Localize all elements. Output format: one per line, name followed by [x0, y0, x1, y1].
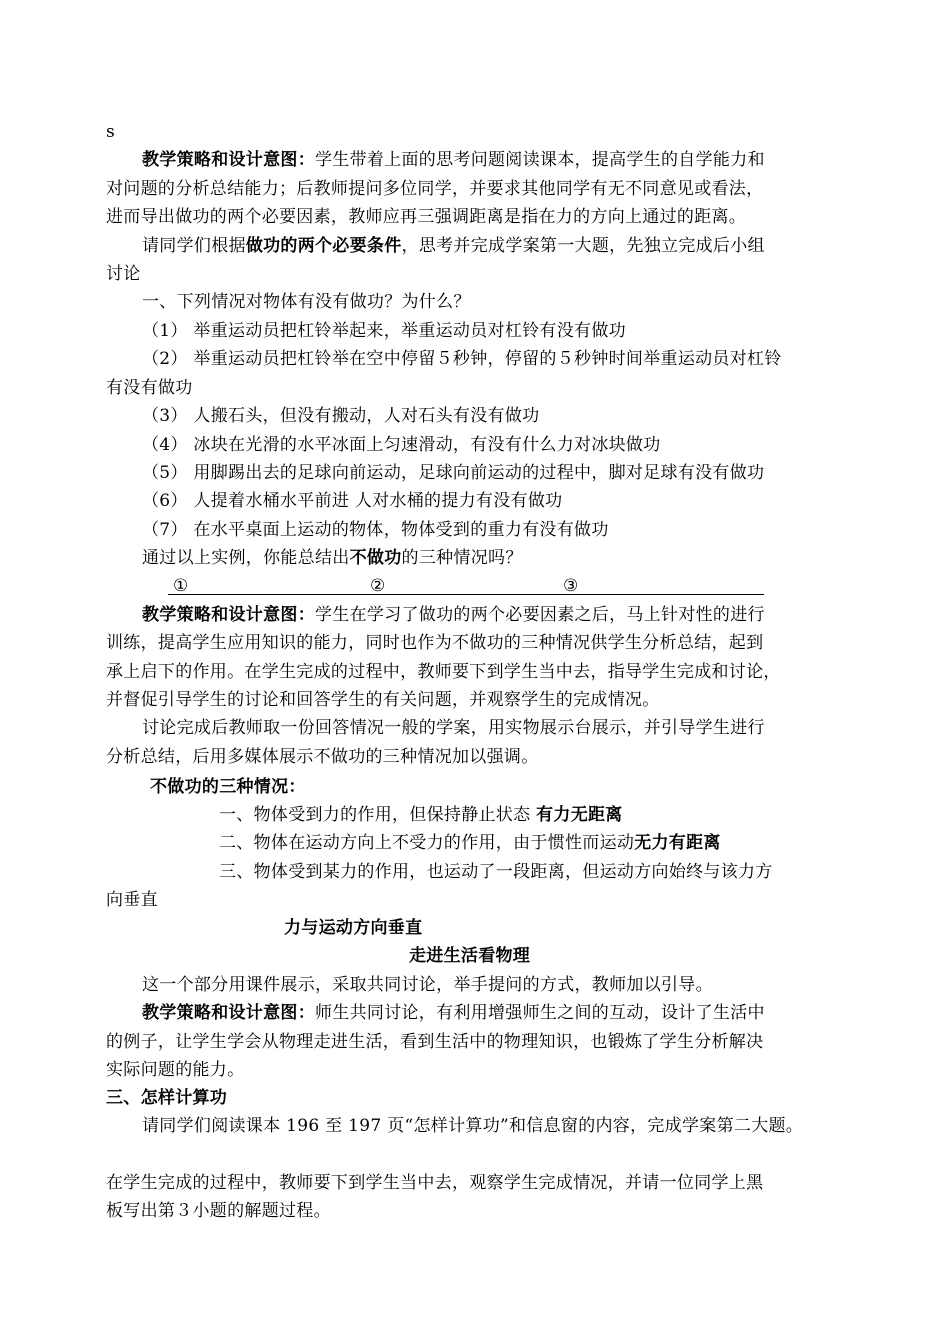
text-line: 在学生完成的过程中，教师要下到学生当中去，观察学生完成情况，并请一位同学上黑 — [106, 1173, 764, 1193]
text-line: 对问题的分析总结能力；后教师提问多位同学，并要求其他同学有无不同意见或看法， — [106, 179, 764, 199]
case-item: 三、物体受到某力的作用，也运动了一段距离，但运动方向始终与该力方 — [219, 862, 773, 882]
text-line: 分析总结，后用多媒体展示不做功的三种情况加以强调。 — [106, 747, 539, 767]
case-summary: 力与运动方向垂直 — [284, 918, 423, 938]
summary-question: 通过以上实例，你能总结出不做功的三种情况吗？ — [142, 548, 523, 568]
strategy-paragraph-2: 教学策略和设计意图：学生在学习了做功的两个必要因素之后，马上针对性的进行 — [142, 605, 765, 625]
text-line: 进而导出做功的两个必要因素，教师应再三强调距离是指在力的方向上通过的距离。 — [106, 207, 747, 227]
strategy-label: 教学策略和设计意图： — [142, 150, 315, 170]
strategy-label: 教学策略和设计意图： — [142, 1003, 315, 1023]
question-item: （5） 用脚踢出去的足球向前运动，足球向前运动的过程中，脚对足球有没有做功 — [142, 463, 765, 483]
question-item: （6） 人提着水桶水平前进 人对水桶的提力有没有做功 — [142, 491, 563, 511]
question-item: （7） 在水平桌面上运动的物体，物体受到的重力有没有做功 — [142, 520, 609, 540]
instruction-paragraph: 请同学们根据做功的两个必要条件，思考并完成学案第一大题，先独立完成后小组 — [142, 236, 765, 256]
text-line: 请同学们阅读课本 196 至 197 页“怎样计算功”和信息窗的内容，完成学案第二大题。 — [142, 1116, 804, 1136]
text-line: 讨论完成后教师取一份回答情况一般的学案，用实物展示台展示，并引导学生进行 — [142, 718, 765, 738]
blank-marker-1: ① — [173, 576, 189, 596]
text-line: 并督促引导学生的讨论和回答学生的有关问题，并观察学生的完成情况。 — [106, 690, 660, 710]
question-item: （4） 冰块在光滑的水平冰面上匀速滑动，有没有什么力对冰块做功 — [142, 435, 661, 455]
section-heading: 走进生活看物理 — [409, 946, 531, 966]
case-item: 二、物体在运动方向上不受力的作用，由于惯性而运动无力有距离 — [219, 833, 721, 853]
strategy-paragraph-1: 教学策略和设计意图：学生带着上面的思考问题阅读课本，提高学生的自学能力和 — [142, 150, 765, 170]
text-line: 训练，提高学生应用知识的能力，同时也作为不做功的三种情况供学生分析总结，起到 — [106, 633, 764, 653]
page-marker: s — [106, 122, 116, 142]
question-item-cont: 有没有做功 — [106, 378, 193, 398]
text-line: 讨论 — [106, 264, 141, 284]
question-item: （3） 人搬石头，但没有搬动，人对石头有没有做功 — [142, 406, 540, 426]
case-item: 一、物体受到力的作用，但保持静止状态 有力无距离 — [219, 805, 623, 825]
question-title: 一、下列情况对物体有没有做功？为什么？ — [142, 292, 471, 312]
case-item-cont: 向垂直 — [106, 890, 158, 910]
question-item: （2） 举重运动员把杠铃举在空中停留５秒钟，停留的５秒钟时间举重运动员对杠铃 — [142, 349, 782, 369]
answer-blank-line — [168, 594, 764, 595]
text-line: 实际问题的能力。 — [106, 1060, 245, 1080]
question-item: （1） 举重运动员把杠铃举起来，举重运动员对杠铃有没有做功 — [142, 321, 626, 341]
text-line: 承上启下的作用。在学生完成的过程中，教师要下到学生当中去，指导学生完成和讨论， — [106, 662, 781, 682]
strategy-paragraph-3: 教学策略和设计意图：师生共同讨论，有利用增强师生之间的互动，设计了生活中 — [142, 1003, 765, 1023]
text-line: 的例子，让学生学会从物理走进生活，看到生活中的物理知识，也锻炼了学生分析解决 — [106, 1032, 764, 1052]
strategy-label: 教学策略和设计意图： — [142, 605, 315, 625]
text-line: 板写出第３小题的解题过程。 — [106, 1201, 331, 1221]
three-cases-title: 不做功的三种情况： — [150, 777, 306, 797]
text-line: 这一个部分用课件展示，采取共同讨论，举手提问的方式，教师加以引导。 — [142, 975, 713, 995]
blank-marker-3: ③ — [563, 576, 579, 596]
blank-marker-2: ② — [370, 576, 386, 596]
section-heading: 三、怎样计算功 — [106, 1088, 228, 1108]
